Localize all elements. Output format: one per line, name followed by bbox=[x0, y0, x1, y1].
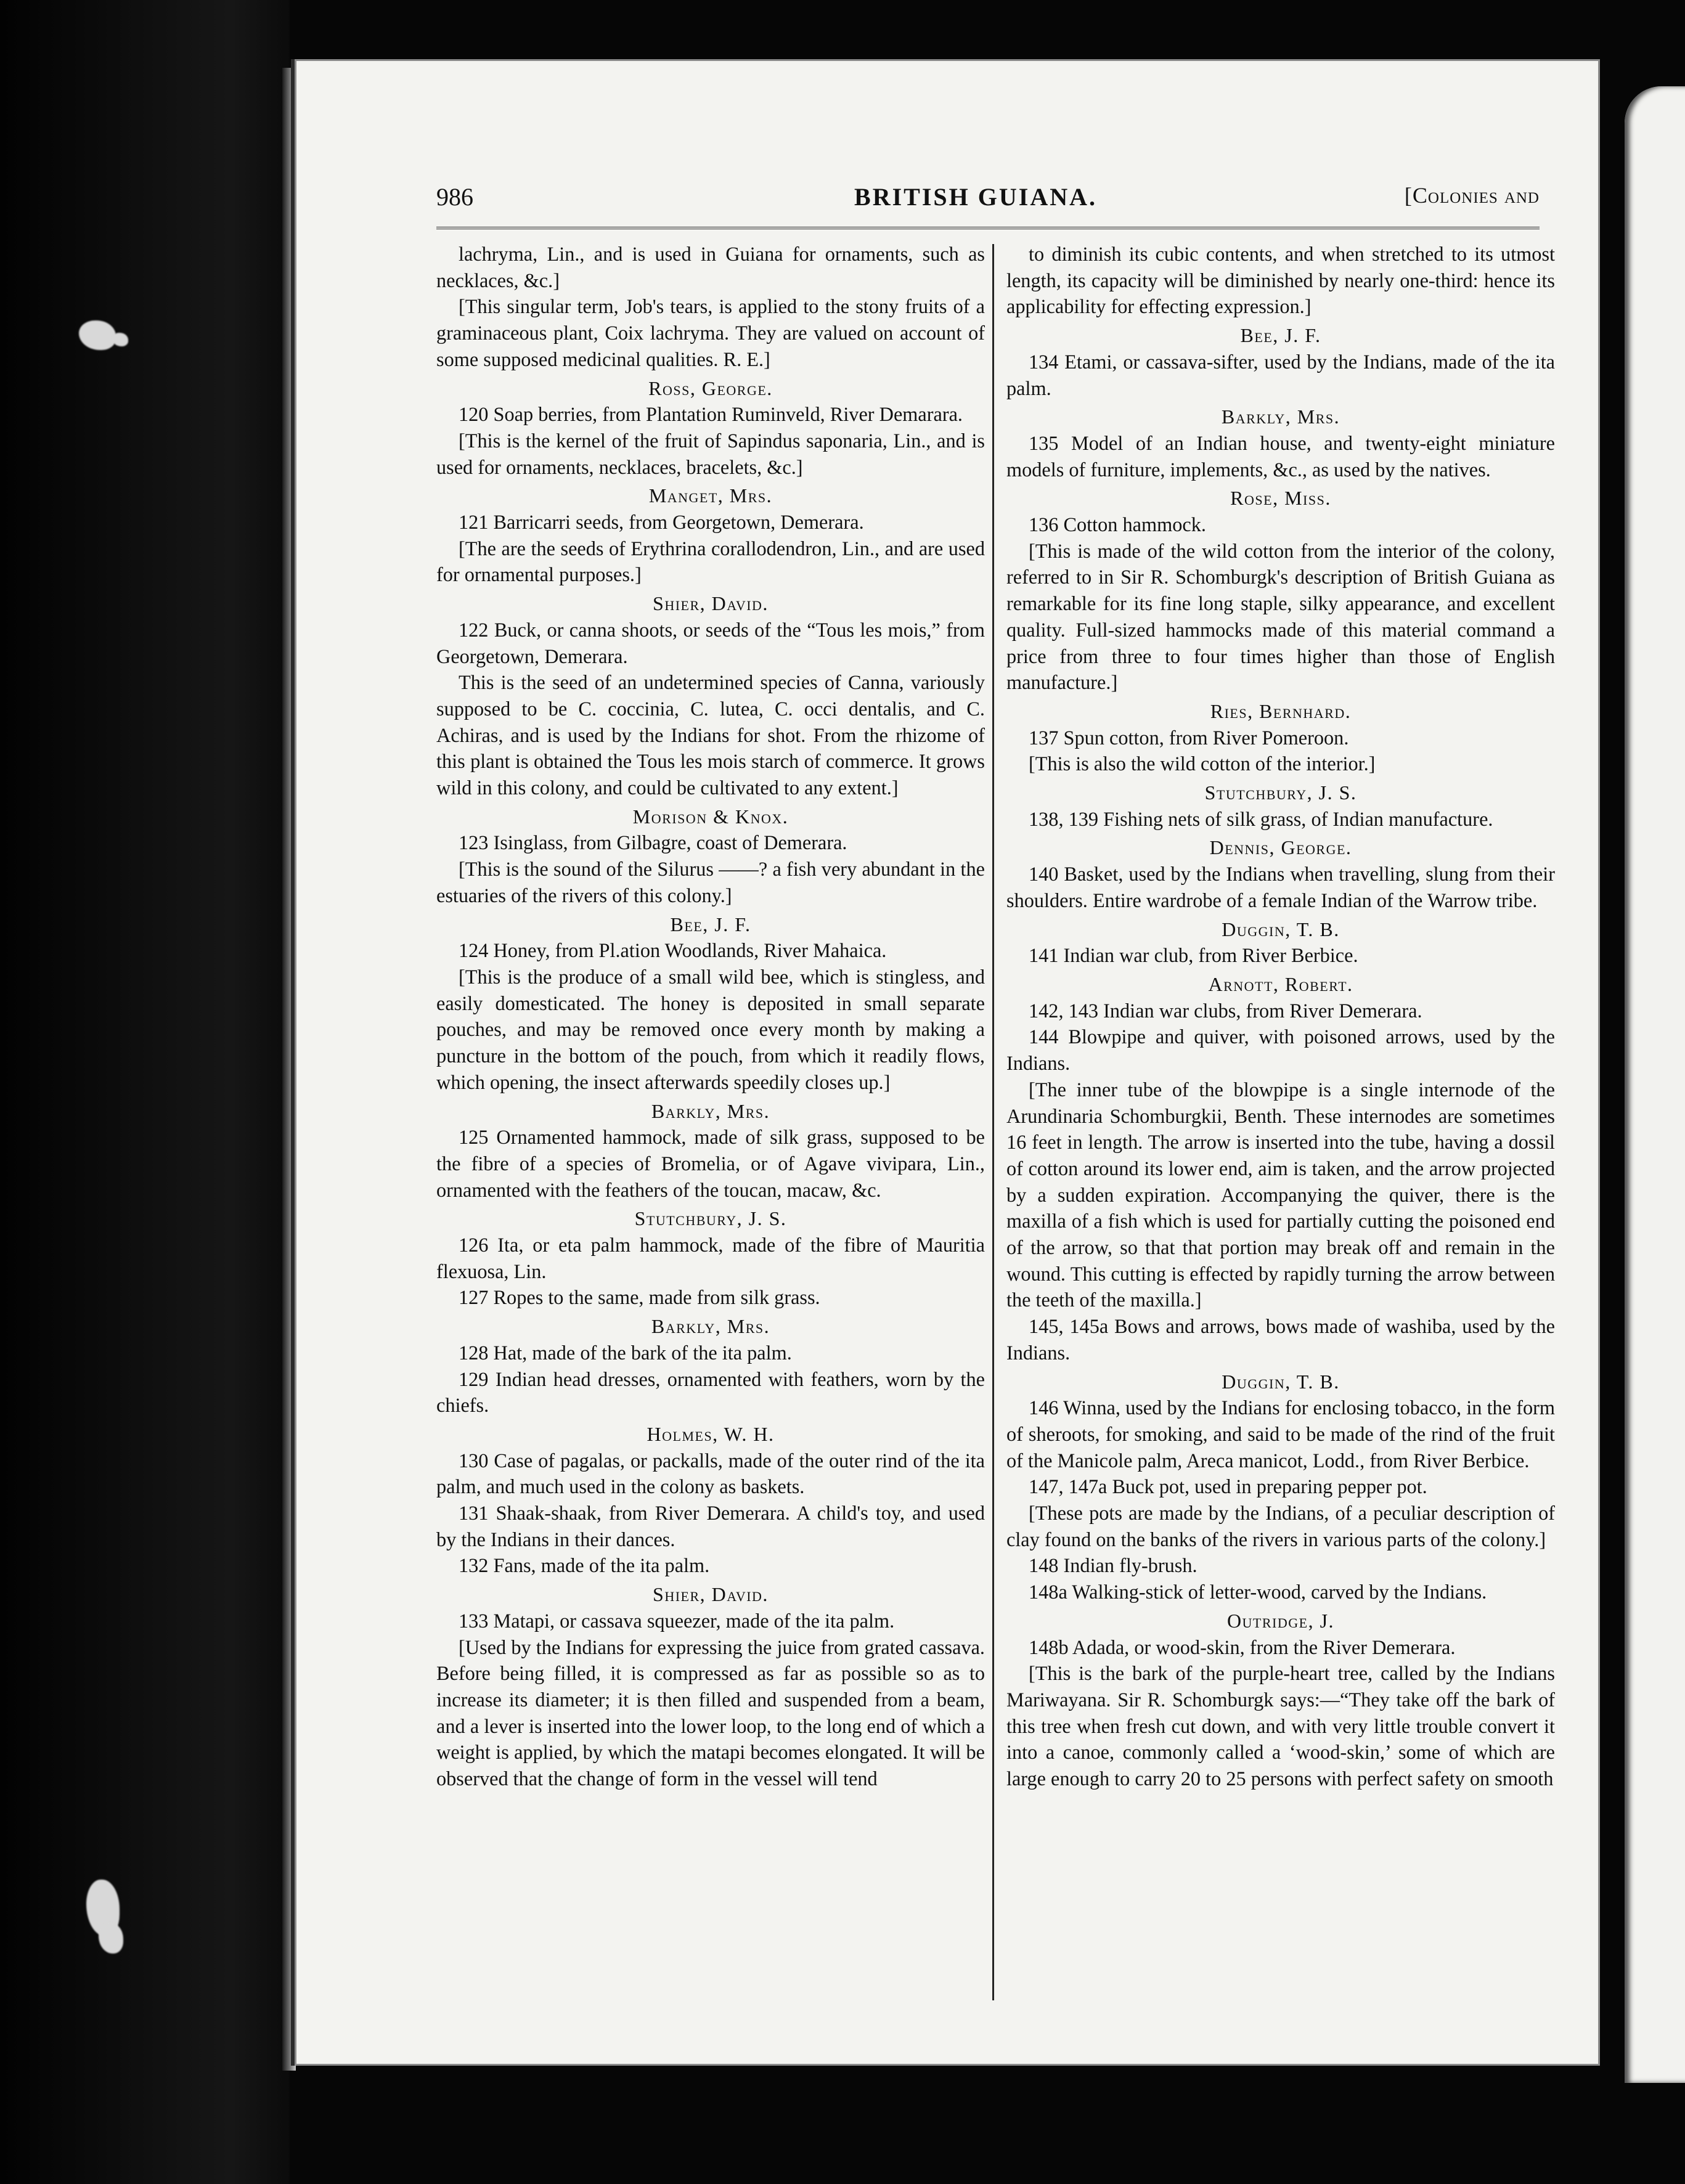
entry-paragraph: [This singular term, Job's tears, is applied to the stony fruits of a graminaceous plant, Coix lachryma. They are valued on account of some supposed medicinal qualities. R. E.] bbox=[436, 295, 985, 370]
exhibitor-heading: Rose, Miss. bbox=[1230, 487, 1331, 510]
entry-paragraph: 126 Ita, or eta palm hammock, made of the fibre of Mauritia flexuosa, Lin. bbox=[436, 1234, 985, 1282]
facing-page-edge bbox=[1625, 86, 1685, 2083]
entry-paragraph: 135 Model of an Indian house, and twenty-eight miniature models of furniture, implements, &c., as used by the natives. bbox=[1006, 431, 1555, 481]
entry-paragraph: 138, 139 Fishing nets of silk grass, of Indian manufacture. bbox=[1029, 807, 1493, 830]
entry-paragraph: [Used by the Indians for expressing the juice from grated cassava. Before being filled, it is compressed as far as possible so as to increase its diameter; it is then filled and suspended from a beam, and a lever is inserted into the lower loop, to the long end of which a weight is applied, by which the matapi becomes elongated. It will be observed that the change of form in the vessel will tend bbox=[436, 1636, 985, 1790]
entry-paragraph: 124 Honey, from Pl.ation Woodlands, River Mahaica. bbox=[459, 939, 887, 962]
exhibitor-heading: Barkly, Mrs. bbox=[651, 1315, 770, 1338]
exhibitor-heading: Stutchbury, J. S. bbox=[1204, 781, 1357, 804]
entry-paragraph: 128 Hat, made of the bark of the ita palm. bbox=[459, 1341, 792, 1364]
exhibitor-heading: Duggin, T. B. bbox=[1222, 918, 1340, 940]
entry-paragraph: 148 Indian fly-brush. bbox=[1029, 1554, 1197, 1577]
page-header bbox=[436, 182, 1540, 226]
entry-paragraph: 148a Walking-stick of letter-wood, carved by the Indians. bbox=[1029, 1581, 1487, 1603]
entry-paragraph: 147, 147a Buck pot, used in preparing pepper pot. bbox=[1029, 1475, 1427, 1498]
entry-paragraph: 123 Isinglass, from Gilbagre, coast of Demerara. bbox=[459, 831, 847, 854]
entry-paragraph: [This is made of the wild cotton from the interior of the colony, referred to in Sir R. Schomburgk's description of British Guiana as remarkable for its fine long staple, silky appearance, and excellent quality. Full-sized hammocks made of this material command a price from three to four times higher than those of English manufacture.] bbox=[1006, 539, 1555, 694]
entry-paragraph: 146 Winna, used by the Indians for enclosing tobacco, in the form of sheroots, for smoking, and said to be made of the rind of the fruit of the Manicole palm, Areca manicot, Lodd., from River Berbice. bbox=[1006, 1396, 1555, 1472]
document-page bbox=[295, 59, 1600, 2066]
exhibitor-heading: Ries, Bernhard. bbox=[1210, 699, 1352, 722]
exhibitor-heading: Shier, David. bbox=[653, 592, 769, 615]
entry-paragraph: 127 Ropes to the same, made from silk grass. bbox=[459, 1286, 820, 1309]
section-heading: [Colonies and bbox=[1404, 183, 1540, 208]
entry-paragraph: 137 Spun cotton, from River Pomeroon. bbox=[1029, 726, 1349, 749]
entry-paragraph: 122 Buck, or canna shoots, or seeds of the “Tous les mois,” from Georgetown, Demerara. bbox=[436, 618, 985, 667]
exhibitor-heading: Outridge, J. bbox=[1226, 1609, 1335, 1632]
left-column bbox=[436, 241, 985, 1792]
entry-paragraph: [This is the bark of the purple-heart tree, called by the Indians Mariwayana. Sir R. Schomburgk says:—“They take off the bark of this tree when fresh cut down, and with very little trouble convert it into a canoe, commonly called a ‘wood-skin,’ some of which are large enough to carry 20 to 25 persons with perfect safety on smooth bbox=[1006, 1662, 1555, 1790]
exhibitor-heading: Duggin, T. B. bbox=[1222, 1370, 1340, 1393]
entry-paragraph: [This is the kernel of the fruit of Sapindus saponaria, Lin., and is used for ornaments, necklaces, bracelets, &c.] bbox=[436, 429, 985, 478]
exhibitor-heading: Ross, George. bbox=[648, 377, 773, 399]
entry-paragraph: 121 Barricarri seeds, from Georgetown, Demerara. bbox=[459, 511, 864, 534]
entry-paragraph: 125 Ornamented hammock, made of silk grass, supposed to be the fibre of a species of Bromelia, or of Agave vivipara, Lin., ornamented with the feathers of the toucan, macaw, &c. bbox=[436, 1126, 985, 1201]
entry-paragraph: 120 Soap berries, from Plantation Ruminveld, River Demarara. bbox=[459, 403, 963, 426]
entry-paragraph: [The are the seeds of Erythrina corallodendron, Lin., and are used for ornamental purposes.] bbox=[436, 537, 985, 586]
right-column bbox=[1006, 241, 1555, 1792]
continued-paragraph: lachryma, Lin., and is used in Guiana for ornaments, such as necklaces, &c.] bbox=[436, 243, 985, 291]
entry-paragraph: 134 Etami, or cassava-sifter, used by the Indians, made of the ita palm. bbox=[1006, 350, 1555, 399]
entry-paragraph: [This is also the wild cotton of the interior.] bbox=[1029, 752, 1376, 775]
entry-paragraph: [These pots are made by the Indians, of a peculiar description of clay found on the banks of the rivers in various parts of the colony.] bbox=[1006, 1502, 1555, 1550]
entry-paragraph: 131 Shaak-shaak, from River Demerara. A child's toy, and used by the Indians in their dances. bbox=[436, 1502, 985, 1550]
page-edge-shadow bbox=[282, 68, 296, 2071]
entry-paragraph: 133 Matapi, or cassava squeezer, made of the ita palm. bbox=[459, 1609, 895, 1632]
entry-paragraph: 130 Case of pagalas, or packalls, made of the outer rind of the ita palm, and much used in the colony as baskets. bbox=[436, 1449, 985, 1498]
entry-paragraph: [This is the produce of a small wild bee, which is stingless, and easily domesticated. The honey is deposited in small separate pouches, and may be removed once every month by making a puncture in the bottom of the pouch, from which it readily flows, which opening, the insect afterwards speedily closes up.] bbox=[436, 965, 985, 1093]
exhibitor-heading: Bee, J. F. bbox=[670, 913, 751, 935]
exhibitor-heading: Morison & Knox. bbox=[632, 805, 789, 828]
exhibitor-heading: Barkly, Mrs. bbox=[651, 1099, 770, 1122]
entry-paragraph: [This is the sound of the Silurus ——? a fish very abundant in the estuaries of the rivers of this colony.] bbox=[436, 858, 985, 907]
scan-dust-speck bbox=[112, 333, 128, 346]
entry-paragraph: This is the seed of an undetermined species of Canna, variously supposed to be C. coccinia, C. lutea, C. occi dentalis, and C. Achiras, and is used by the Indians for shot. From the rhizome of this plant is obtained the Tous les mois starch of commerce. It grows wild in this colony, and could be cultivated to any extent.] bbox=[436, 671, 985, 799]
entry-paragraph: [The inner tube of the blowpipe is a single internode of the Arundinaria Schomburgkii, Benth. These internodes are sometimes 16 feet in length. The arrow is inserted into the tube, having a dossil of cotton around its lower end, aim is taken, and the arrow projected by a sudden expiration. Accompanying the quiver, there is the maxilla of a fish which is used for partially cutting the poisoned end of the arrow, so that that portion may break off and remain in the wound. This cutting is effected by rapidly turning the arrow between the teeth of the maxilla.] bbox=[1006, 1078, 1555, 1311]
exhibitor-heading: Stutchbury, J. S. bbox=[634, 1207, 787, 1230]
column-divider bbox=[992, 244, 994, 2000]
entry-paragraph: 144 Blowpipe and quiver, with poisoned arrows, used by the Indians. bbox=[1006, 1025, 1555, 1075]
exhibitor-heading: Barkly, Mrs. bbox=[1221, 405, 1340, 428]
entry-paragraph: 145, 145a Bows and arrows, bows made of washiba, used by the Indians. bbox=[1006, 1315, 1555, 1364]
entry-paragraph: 141 Indian war club, from River Berbice. bbox=[1029, 944, 1358, 967]
exhibitor-heading: Dennis, George. bbox=[1209, 836, 1352, 859]
scan-background bbox=[0, 0, 290, 2184]
continued-paragraph: to diminish its cubic contents, and when stretched to its utmost length, its capacity will be diminished by nearly one-third: hence its applicability for effecting expression.] bbox=[1006, 243, 1555, 318]
entry-paragraph: 136 Cotton hammock. bbox=[1029, 513, 1206, 536]
page-number: 986 bbox=[436, 183, 473, 211]
entry-paragraph: 129 Indian head dresses, ornamented with feathers, worn by the chiefs. bbox=[436, 1367, 985, 1417]
exhibitor-heading: Bee, J. F. bbox=[1240, 324, 1321, 347]
header-rule bbox=[436, 227, 1540, 229]
exhibitor-heading: Shier, David. bbox=[653, 1583, 769, 1606]
running-title: BRITISH GUIANA. bbox=[854, 183, 1097, 211]
exhibitor-heading: Manget, Mrs. bbox=[648, 484, 773, 507]
entry-paragraph: 132 Fans, made of the ita palm. bbox=[459, 1554, 710, 1577]
exhibitor-heading: Arnott, Robert. bbox=[1208, 972, 1353, 995]
exhibitor-heading: Holmes, W. H. bbox=[647, 1422, 775, 1445]
entry-paragraph: 148b Adada, or wood-skin, from the River Demerara. bbox=[1029, 1636, 1456, 1658]
entry-paragraph: 140 Basket, used by the Indians when travelling, slung from their shoulders. Entire wardrobe of a female Indian of the Warrow tribe. bbox=[1006, 863, 1555, 911]
entry-paragraph: 142, 143 Indian war clubs, from River Demerara. bbox=[1029, 999, 1422, 1022]
